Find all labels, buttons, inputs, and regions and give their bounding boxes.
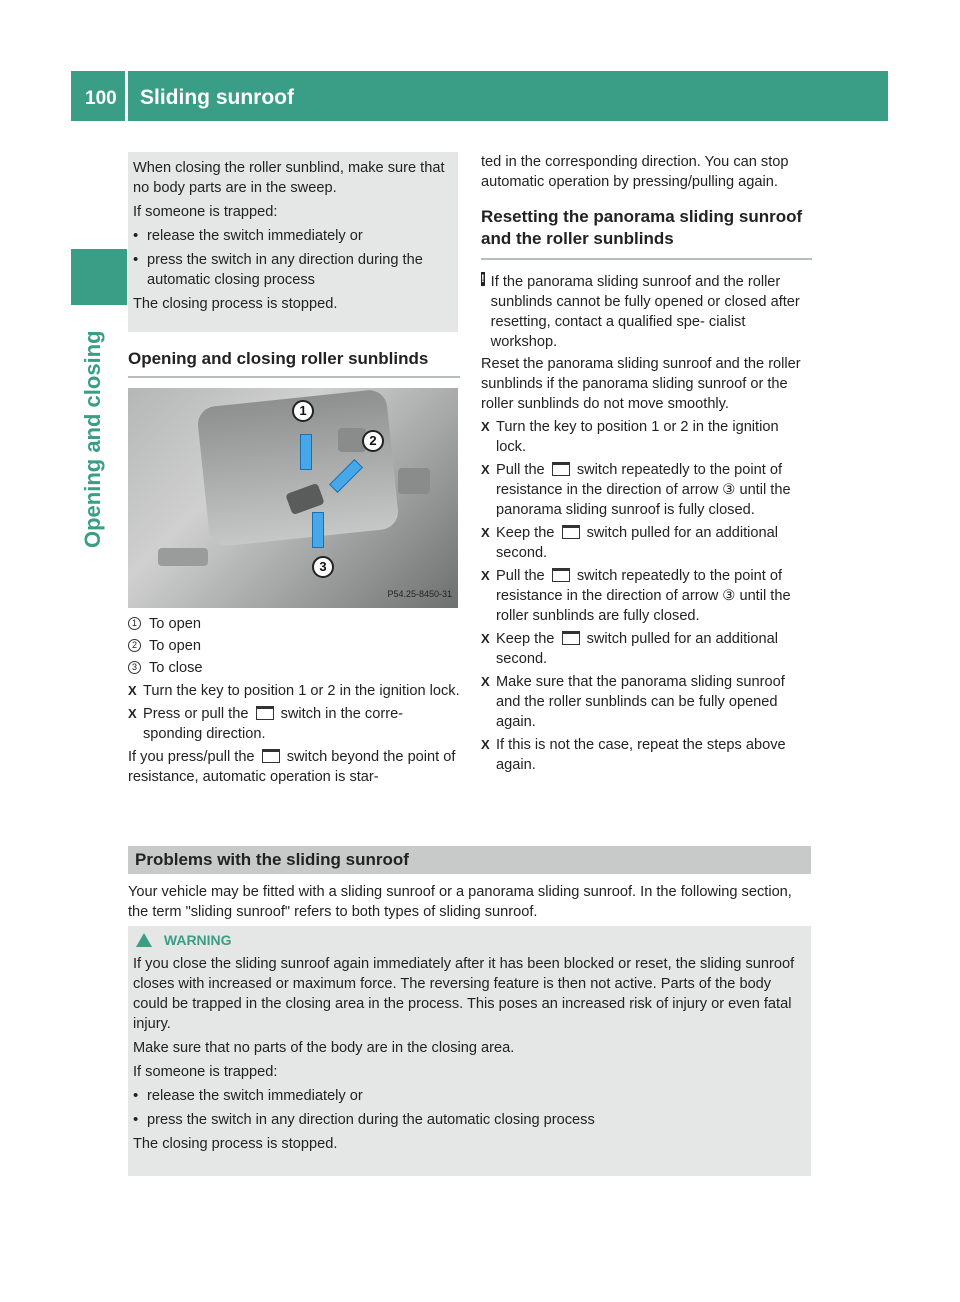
warning-text: If someone is trapped:: [133, 1064, 278, 1080]
step-text: Keep the: [496, 631, 555, 647]
arrow-down-icon: [312, 512, 324, 548]
instruction-step: [481, 566, 812, 626]
arrow-up-icon: [300, 434, 312, 470]
left-column: [128, 348, 460, 787]
roller-switch-icon: [262, 749, 280, 763]
instruction-step: X If this is not the case, repeat the steps above again.: [481, 735, 812, 775]
paragraph-text: switch beyond the point of resistance, automatic operation is star-: [128, 749, 456, 785]
note: [481, 272, 812, 352]
warning-triangle-icon: [136, 933, 152, 947]
callout-number: 3: [128, 661, 141, 674]
caution-text: The closing process is stopped.: [133, 296, 338, 312]
legend: [128, 614, 460, 678]
legend-text: To open: [149, 616, 201, 632]
light-button: [398, 468, 430, 494]
step-text: Press or pull the: [143, 706, 249, 722]
body-paragraph: ted in the corresponding direction. You can stop automatic operation by pressing/pulling again.: [481, 154, 789, 190]
paragraph-text: If you press/pull the: [128, 749, 255, 765]
callout-number: 2: [128, 639, 141, 652]
callout-3: 3: [312, 556, 334, 578]
caution-text: If someone is trapped:: [133, 204, 278, 220]
legend-item: [128, 658, 460, 678]
warning-bullet: • press the switch in any direction during the automatic closing process: [133, 1110, 801, 1130]
legend-item: [128, 614, 460, 634]
figure-code: P54.25-8450-31: [387, 589, 452, 599]
reading-light: [158, 548, 208, 566]
section-heading: Problems with the sliding sunroof: [135, 850, 409, 869]
roller-switch-icon: [256, 706, 274, 720]
warning-text: Make sure that no parts of the body are in the closing area.: [133, 1040, 515, 1056]
roller-sunblind-photo: [128, 388, 458, 608]
warning-box: [128, 926, 811, 1176]
right-column: [481, 152, 812, 775]
step-text: Keep the: [496, 525, 555, 541]
callout-2: 2: [362, 430, 384, 452]
warning-text: If you close the sliding sunroof again immediately after it has been blocked or reset, the sliding sunroof closes with increased or maximum force. The reversing feature is then not active. Parts of the body could be trapped in the closing area in the process. This poses an increased risk of injury or even fatal injury.: [133, 956, 795, 1032]
step-text: switch pulled for an additional second.: [496, 631, 779, 667]
caution-text: When closing the roller sunblind, make sure that no body parts are in the sweep.: [133, 160, 445, 196]
note-text: If the panorama sliding sunroof and the roller sunblinds cannot be fully opened or closed after resetting, contact a qualified spe- cialist workshop.: [490, 274, 800, 350]
step-text: switch in the corre- sponding direction.: [143, 706, 404, 742]
side-chapter-label: Opening and closing: [80, 330, 105, 548]
step-text: switch repeatedly to the point of resistance in the direction of arrow ③ until the panorama sliding sunroof is fully closed.: [496, 462, 791, 518]
instruction-step: [481, 523, 812, 563]
warning-bullet: • release the switch immediately or: [133, 1086, 801, 1106]
instruction-step: [481, 629, 812, 669]
body-paragraph: Reset the panorama sliding sunroof and the roller sunblinds if the panorama sliding sunroof or the roller sunblinds do not move smoothly.: [481, 356, 801, 412]
roller-switch-icon: [552, 568, 570, 582]
section-heading: Opening and closing roller sunblinds: [128, 349, 429, 368]
roller-switch-icon: [552, 462, 570, 476]
heading-rule: [481, 258, 812, 260]
step-text: Pull the: [496, 462, 545, 478]
page-number: 100: [85, 88, 117, 109]
exclamation-icon: !: [481, 273, 485, 285]
caution-bullet: • release the switch immediately or: [133, 226, 458, 246]
legend-text: To open: [149, 638, 201, 654]
caution-bullet: • press the switch in any direction during the automatic closing process: [133, 250, 458, 290]
roller-switch-icon: [562, 631, 580, 645]
instruction-step: [128, 704, 460, 744]
warning-label: WARNING: [163, 932, 232, 948]
body-paragraph: Your vehicle may be fitted with a sliding sunroof or a panorama sliding sunroof. In the following section, the term "sliding sunroof" refers to both types of sliding sunroof.: [128, 884, 792, 920]
instruction-step: X Turn the key to position 1 or 2 in the ignition lock.: [481, 417, 812, 457]
instruction-step: X Turn the key to position 1 or 2 in the ignition lock.: [128, 681, 460, 701]
step-text: switch pulled for an additional second.: [496, 525, 779, 561]
header-divider: [125, 71, 128, 121]
caution-box: [128, 152, 458, 332]
callout-1: 1: [292, 400, 314, 422]
instruction-step: [481, 460, 812, 520]
section-heading: Resetting the panorama sliding sunroof and the roller sunblinds: [481, 207, 803, 248]
roller-switch-icon: [562, 525, 580, 539]
instruction-step: X Make sure that the panorama sliding sunroof and the roller sunblinds can be fully opened again.: [481, 672, 812, 732]
heading-rule: [128, 376, 460, 378]
legend-text: To close: [149, 660, 203, 676]
callout-number: 1: [128, 617, 141, 630]
step-text: Pull the: [496, 568, 545, 584]
page-title: Sliding sunroof: [140, 86, 294, 109]
warning-text: The closing process is stopped.: [133, 1136, 338, 1152]
body-paragraph: [128, 747, 460, 787]
warning-heading: [136, 930, 801, 950]
legend-item: [128, 636, 460, 656]
step-text: switch repeatedly to the point of resistance in the direction of arrow ③ until the roller sunblinds are fully closed.: [496, 568, 791, 624]
